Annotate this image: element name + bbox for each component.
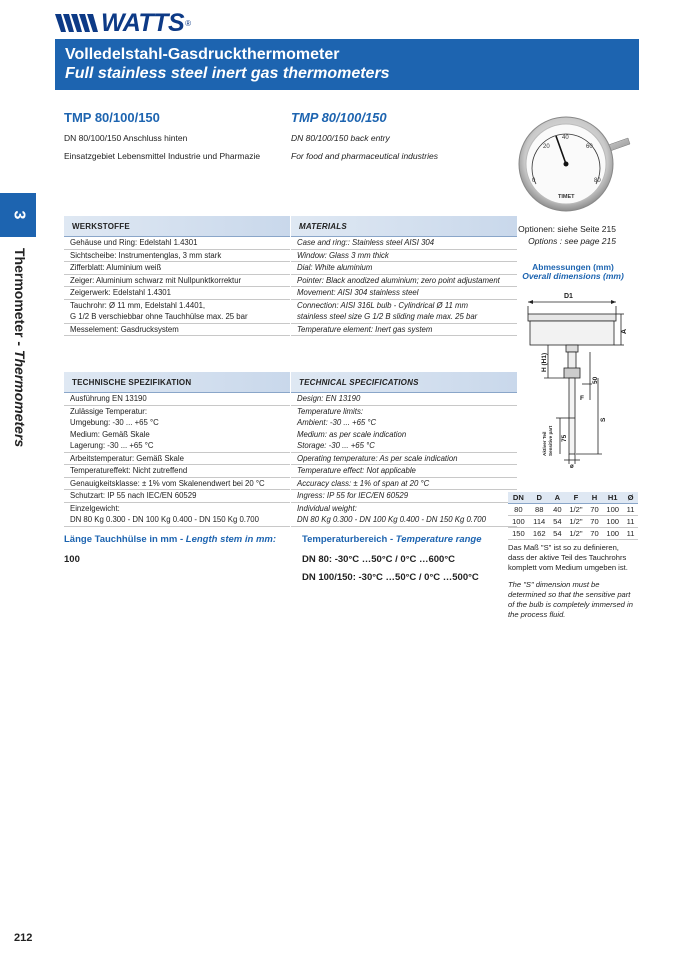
drawing-label-a: A <box>621 328 628 334</box>
table-cell: 11 <box>623 528 638 540</box>
table-cell: 70 <box>587 516 603 528</box>
materials-title-en: MATERIALS <box>291 216 517 237</box>
table-cell: 114 <box>529 516 550 528</box>
materials-row: Movement: AISI 304 stainless steel <box>291 287 517 300</box>
intro-en-line2: For food and pharmaceutical industries <box>291 151 438 161</box>
note-en: The "S" dimension must be determined so that the sensitive part of the bulb is completely immersed in the process fluid. <box>508 580 633 619</box>
materials-row: Window: Glass 3 mm thick <box>291 250 517 263</box>
length-stem-heading <box>64 534 276 545</box>
materials-row: G 1/2 B verschiebbar ohne Tauchhülse max. 25 bar <box>64 311 290 324</box>
drawing-label-s: S <box>600 417 607 422</box>
specs-row: Temperatureffekt: Nicht zutreffend <box>64 465 290 478</box>
specs-row: Storage: -30 ... +65 °C <box>291 440 517 453</box>
chapter-tab <box>0 193 36 237</box>
temp-range-label-en: Temperature range <box>395 534 482 545</box>
dimension-drawing <box>508 288 638 468</box>
specs-row: Zulässige Temperatur: <box>70 406 147 416</box>
dimensions-title-en: Overall dimensions (mm) <box>522 271 624 281</box>
specs-row: Operating temperature: As per scale indication <box>291 453 517 466</box>
table-cell: 1/2" <box>565 528 587 540</box>
materials-title-de: WERKSTOFFE <box>64 216 290 237</box>
materials-table-de <box>64 216 290 336</box>
specs-row: Lagerung: -30 ... +65 °C <box>64 440 290 453</box>
dim-header: Ø <box>623 492 638 504</box>
chapter-number: 3 <box>10 210 27 220</box>
chapter-label-en: Thermometers <box>12 349 28 448</box>
table-cell: 1/2" <box>565 516 587 528</box>
watts-logo <box>55 10 191 36</box>
specs-row: Medium: Gemäß Skale <box>70 429 150 439</box>
title-banner <box>55 39 639 90</box>
specs-row: DN 80 Kg 0.300 - DN 100 Kg 0.400 - DN 150 Kg 0.700 <box>64 514 290 527</box>
table-cell: 162 <box>529 528 550 540</box>
dimensions-title-de: Abmessungen (mm) <box>532 262 614 272</box>
table-row <box>508 504 638 516</box>
materials-row: stainless steel size G 1/2 B sliding male max. 25 bar <box>291 311 517 324</box>
table-cell: 54 <box>550 516 566 528</box>
table-cell: 11 <box>623 504 638 516</box>
temperature-range-dn100-150: DN 100/150: -30°C …50°C / 0°C …500°C <box>302 572 479 583</box>
materials-row: Connection: AISI 316L bulb - Cylindrical Ø 11 mm <box>297 300 469 310</box>
dim-header: H <box>587 492 603 504</box>
intro-de-line1: DN 80/100/150 Anschluss hinten <box>64 133 188 143</box>
specs-row: Ambient: -30 ... +65 °C <box>297 418 377 427</box>
table-cell: 100 <box>602 516 623 528</box>
specs-table-de <box>64 372 290 527</box>
drawing-label-50: 50 <box>592 376 599 384</box>
temp-range-label-de: Temperaturbereich - <box>302 534 396 545</box>
dimensions-header-row <box>508 492 638 504</box>
gauge-tick-label: 0 <box>532 178 536 184</box>
dim-header: H1 <box>602 492 623 504</box>
specs-row: Genauigkeitsklasse: ± 1% vom Skalenendwert bei 20 °C <box>64 478 290 491</box>
materials-row: Messelement: Gasdrucksystem <box>64 324 290 337</box>
specs-row: Umgebung: -30 ... +65 °C <box>70 418 159 427</box>
specs-title-de: TECHNISCHE SPEZIFIKATION <box>64 372 290 393</box>
note-de: Das Maß "S" ist so zu definieren, dass der aktive Teil des Tauchrohrs komplett vom Medium umgeben ist. <box>508 543 628 572</box>
table-cell: 100 <box>602 528 623 540</box>
specs-row: Ausführung EN 13190 <box>64 393 290 406</box>
materials-row: Sichtscheibe: Instrumentenglas, 3 mm stark <box>64 250 290 263</box>
specs-row: Arbeitstemperatur: Gemäß Skale <box>64 453 290 466</box>
table-row <box>508 528 638 540</box>
table-cell: 40 <box>550 504 566 516</box>
specs-row: Ingress: IP 55 for IEC/EN 60529 <box>291 490 517 503</box>
specs-row: Temperature effect: Not applicable <box>291 465 517 478</box>
specs-row: Design: EN 13190 <box>291 393 517 406</box>
drawing-label-75: 75 <box>561 434 568 442</box>
specs-row: Individual weight: <box>297 503 357 513</box>
table-cell: 150 <box>508 528 529 540</box>
intro-de-line2: Einsatzgebiet Lebensmittel Industrie und Pharmazie <box>64 151 261 161</box>
drawing-label-d1: D1 <box>564 293 573 300</box>
length-stem-value: 100 <box>64 554 80 565</box>
temperature-range-heading <box>302 534 482 545</box>
drawing-label-sensitive: Sensitive part <box>548 425 553 456</box>
materials-row: Zifferblatt: Aluminium weiß <box>64 262 290 275</box>
table-cell: 70 <box>587 528 603 540</box>
specs-table-en <box>291 372 517 527</box>
materials-row: Zeigerwerk: Edelstahl 1.4301 <box>64 287 290 300</box>
specs-row: Accuracy class: ± 1% of span at 20 °C <box>291 478 517 491</box>
drawing-label-phi: ø <box>570 464 574 468</box>
table-cell: 70 <box>587 504 603 516</box>
table-cell: 100 <box>602 504 623 516</box>
drawing-label-aktiv: Aktiver Teil <box>542 431 547 456</box>
intro-en-line1: DN 80/100/150 back entry <box>291 133 390 143</box>
table-row <box>508 516 638 528</box>
gauge-tick-label: 40 <box>562 135 569 141</box>
table-cell: 54 <box>550 528 566 540</box>
gauge-tick-label: 20 <box>543 144 550 150</box>
thermometer-gauge-image <box>510 110 636 218</box>
gauge-tick-label: 60 <box>586 144 593 150</box>
table-cell: 11 <box>623 516 638 528</box>
temperature-range-dn80: DN 80: -30°C …50°C / 0°C …600°C <box>302 554 455 565</box>
gauge-tick-label: 80 <box>594 178 601 184</box>
options-de: Optionen: siehe Seite 215 <box>518 224 616 234</box>
table-cell: 1/2" <box>565 504 587 516</box>
specs-row: Einzelgewicht: <box>70 503 120 513</box>
page-number: 212 <box>14 932 33 944</box>
drawing-label-h: H (H1) <box>541 352 548 372</box>
specs-title-en: TECHNICAL SPECIFICATIONS <box>291 372 517 393</box>
model-en: TMP 80/100/150 <box>291 110 387 125</box>
drawing-label-f: F <box>580 395 584 402</box>
table-cell: 100 <box>508 516 529 528</box>
brand-name: WATTS <box>101 8 185 37</box>
watts-wave-icon <box>55 12 99 34</box>
model-de: TMP 80/100/150 <box>64 110 160 125</box>
dim-header: DN <box>508 492 529 504</box>
materials-row: Tauchrohr: Ø 11 mm, Edelstahl 1.4401, <box>70 300 206 310</box>
title-en: Full stainless steel inert gas thermometers <box>65 65 390 82</box>
length-stem-label-de: Länge Tauchhülse in mm - <box>64 534 186 545</box>
materials-row: Pointer: Black anodized aluminium; zero point adjustament <box>291 275 517 288</box>
materials-row: Zeiger: Aluminium schwarz mit Nullpunktkorrektur <box>64 275 290 288</box>
specs-row: Schutzart: IP 55 nach IEC/EN 60529 <box>64 490 290 503</box>
dim-header: A <box>550 492 566 504</box>
materials-row: Case and ring:: Stainless steel AISI 304 <box>291 237 517 250</box>
length-stem-label-en: Length stem in mm: <box>185 534 277 545</box>
dim-header: F <box>565 492 587 504</box>
materials-row: Dial: White aluminium <box>291 262 517 275</box>
specs-row: Medium: as per scale indication <box>297 429 407 439</box>
table-cell: 88 <box>529 504 550 516</box>
gauge-brand: TIMET <box>558 194 575 200</box>
title-de: Volledelstahl-Gasdruckthermometer <box>65 46 340 63</box>
materials-row: Gehäuse und Ring: Edelstahl 1.4301 <box>64 237 290 250</box>
specs-row: DN 80 Kg 0.300 - DN 100 Kg 0.400 - DN 150 Kg 0.700 <box>291 514 517 527</box>
specs-row: Temperature limits: <box>297 406 364 416</box>
table-cell: 80 <box>508 504 529 516</box>
dim-header: D <box>529 492 550 504</box>
dimensions-table <box>508 492 638 540</box>
registered-mark: ® <box>185 18 192 28</box>
options-en: Options : see page 215 <box>528 236 616 246</box>
materials-row: Temperature element: Inert gas system <box>291 324 517 337</box>
chapter-label-de: Thermometer - <box>12 248 28 350</box>
